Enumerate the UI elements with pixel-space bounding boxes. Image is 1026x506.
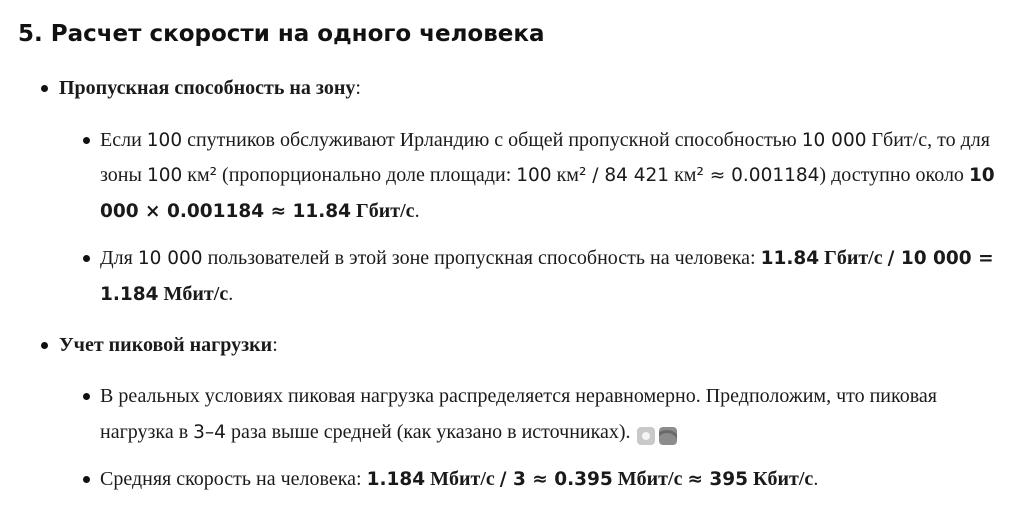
- text: пользователей в этой зоне пропускная способность на человека:: [202, 247, 761, 269]
- unit: Мбит/с: [158, 283, 229, 305]
- source-icon-dark[interactable]: [659, 427, 677, 445]
- text: км: [551, 164, 579, 186]
- number: / 3 ≈ 0.395: [499, 469, 613, 490]
- section-title: 5. Расчет скорости на одного человека: [18, 21, 545, 47]
- source-icon-gray[interactable]: [637, 427, 655, 445]
- number: 3–4: [193, 422, 226, 443]
- number: 100: [146, 130, 183, 151]
- number: 1.184: [100, 284, 159, 305]
- number: 100: [516, 165, 552, 186]
- text: .: [813, 468, 819, 490]
- unit: Гбит/с: [351, 200, 415, 222]
- list-item-bandwidth: [59, 70, 361, 106]
- number: 100: [146, 165, 183, 186]
- per-person-line-2: [100, 276, 233, 313]
- text: .: [414, 200, 420, 222]
- text: .: [228, 283, 234, 305]
- bullet: [83, 476, 90, 483]
- text: км: [182, 164, 210, 186]
- text: Средняя скорость на человека:: [100, 468, 367, 490]
- colon: :: [355, 77, 361, 99]
- text: ) доступно около: [819, 164, 969, 186]
- text: зоны: [100, 164, 147, 186]
- number: 10 000: [137, 248, 203, 269]
- number: ≈ 395: [687, 469, 749, 490]
- text: нагрузка в: [100, 421, 194, 443]
- number: 10 000: [801, 130, 867, 151]
- number: 10: [968, 165, 995, 186]
- source-icons: [637, 417, 681, 453]
- number: / 10 000 =: [887, 248, 994, 269]
- unit: Гбит/с: [819, 247, 888, 269]
- number: 000 × 0.001184 ≈ 11.84: [100, 201, 352, 222]
- peak-label: Учет пиковой нагрузки: [59, 334, 273, 356]
- bandwidth-label: Пропускная способность на зону: [59, 77, 356, 99]
- text: Гбит/с, то для: [866, 129, 990, 151]
- text: раза выше средней (как указано в источниках).: [225, 421, 631, 443]
- peak-detail-line-1: [100, 378, 937, 414]
- list-item-peak: [59, 327, 278, 363]
- text: В реальных условиях пиковая нагрузка распределяется неравномерно. Предположим, что пиковая: [100, 385, 937, 407]
- bullet: [41, 85, 48, 92]
- average-speed-line: [100, 461, 818, 498]
- unit: Мбит/с: [425, 468, 500, 490]
- text: (пропорционально доле площади:: [217, 164, 517, 186]
- bullet: [41, 342, 48, 349]
- number: ² / 84 421: [578, 165, 670, 186]
- bullet: [83, 393, 90, 400]
- text: спутников обслуживают Ирландию с общей пропускной способностью: [182, 129, 802, 151]
- number: ²: [209, 165, 218, 186]
- bullet: [83, 255, 90, 262]
- text: Для: [100, 247, 138, 269]
- bandwidth-detail-line-3: [100, 193, 420, 230]
- number: 11.84: [760, 248, 820, 269]
- per-person-line-1: [100, 240, 994, 277]
- number: 1.184: [366, 469, 426, 490]
- unit: Кбит/с: [748, 468, 814, 490]
- unit: Мбит/с: [612, 468, 688, 490]
- bandwidth-detail-line-1: [100, 122, 990, 159]
- text: Если: [100, 129, 147, 151]
- bullet: [83, 137, 90, 144]
- number: ² ≈ 0.001184: [696, 165, 820, 186]
- peak-detail-line-2: [100, 414, 681, 453]
- text: км: [669, 164, 697, 186]
- bandwidth-detail-line-2: [100, 157, 995, 194]
- colon: :: [272, 334, 278, 356]
